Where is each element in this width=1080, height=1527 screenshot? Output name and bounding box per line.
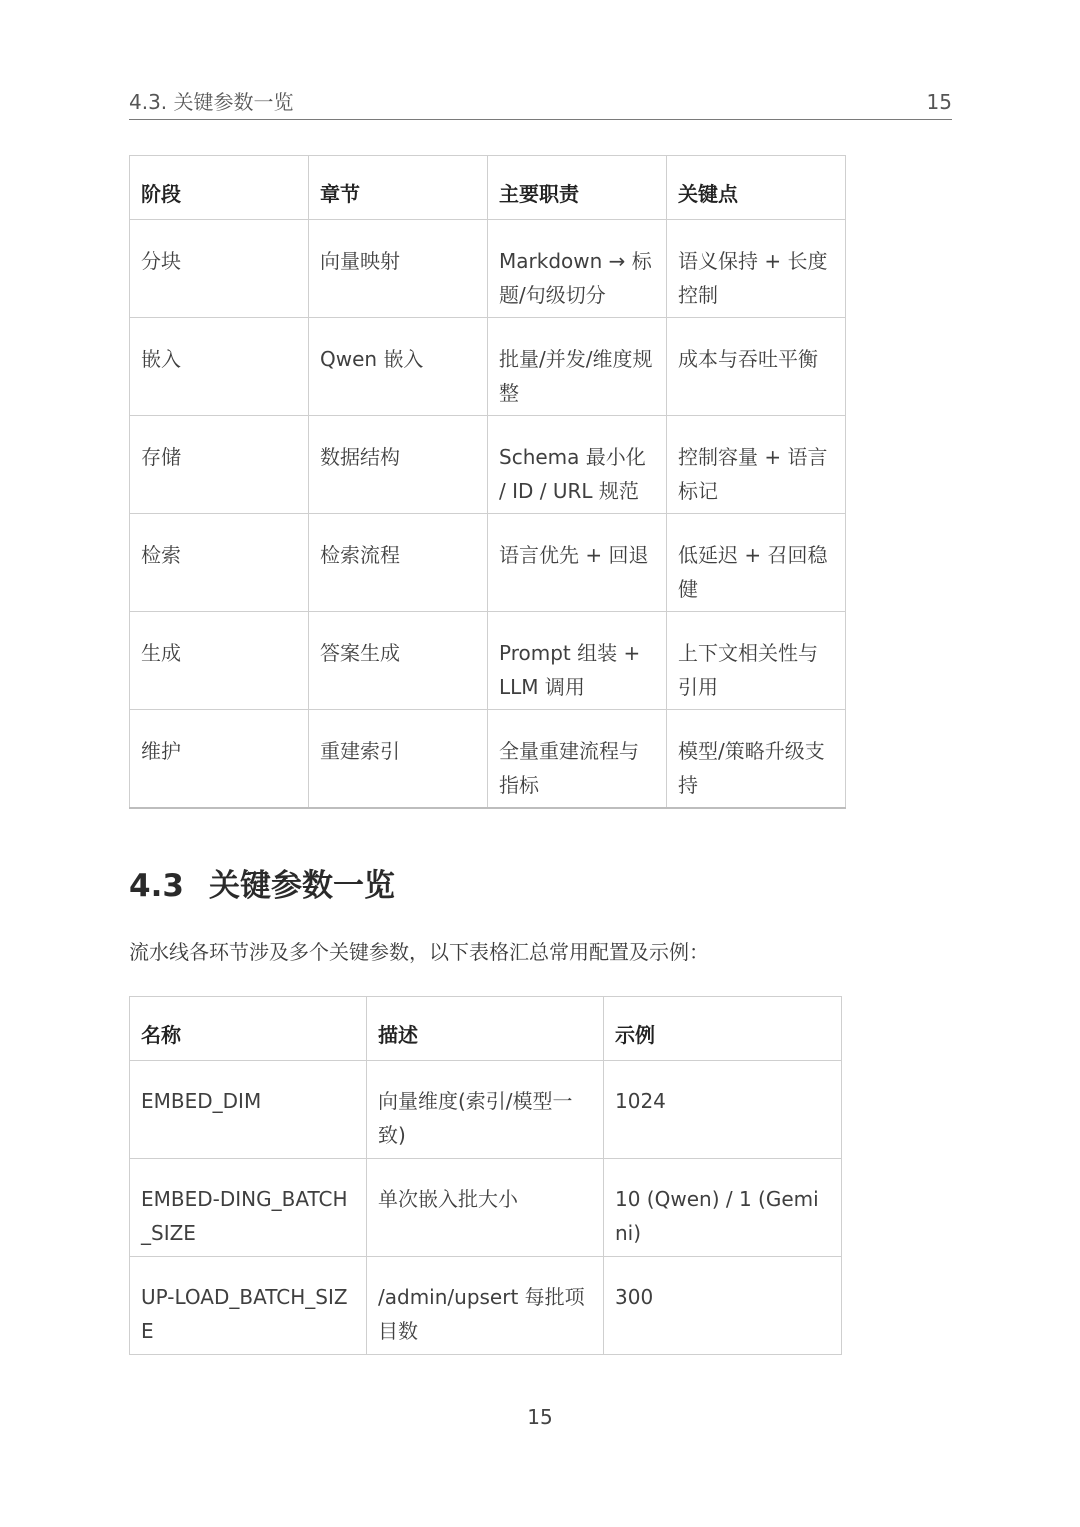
table-cell: 300 — [604, 1257, 842, 1355]
table-row — [130, 220, 846, 318]
table-row — [130, 318, 846, 416]
table-cell: 生成 — [130, 612, 309, 710]
table-cell: 检索流程 — [309, 514, 488, 612]
table-cell: 分块 — [130, 220, 309, 318]
column-header: 阶段 — [130, 156, 309, 220]
table-row — [130, 612, 846, 710]
table-cell: 重建索引 — [309, 710, 488, 808]
table-cell: Prompt 组装 + LLM 调用 — [488, 612, 667, 710]
param-table — [129, 996, 842, 1355]
column-header: 描述 — [367, 997, 604, 1061]
table-header-row — [130, 156, 846, 220]
table-cell: 批量/并发/维度规整 — [488, 318, 667, 416]
header-section-title: 4.3. 关键参数一览 — [129, 90, 294, 114]
intro-paragraph: 流水线各环节涉及多个关键参数，以下表格汇总常用配置及示例： — [129, 940, 709, 964]
column-header: 章节 — [309, 156, 488, 220]
table-row — [130, 416, 846, 514]
header-page-number: 15 — [926, 90, 952, 114]
table-cell: 10 (Qwen) / 1 (Gemini) — [604, 1159, 842, 1257]
table-cell: 检索 — [130, 514, 309, 612]
table-cell: 低延迟 + 召回稳健 — [667, 514, 846, 612]
table-cell: 单次嵌入批大小 — [367, 1159, 604, 1257]
table-cell: 答案生成 — [309, 612, 488, 710]
column-header: 主要职责 — [488, 156, 667, 220]
table-row — [130, 514, 846, 612]
table-cell: 向量维度(索引/模型一致) — [367, 1061, 604, 1159]
table-cell: 全量重建流程与指标 — [488, 710, 667, 808]
footer-page-number: 15 — [527, 1405, 553, 1429]
table-cell: EMBED-DING_BATCH_SIZE — [130, 1159, 367, 1257]
table-row — [130, 1159, 842, 1257]
column-header: 关键点 — [667, 156, 846, 220]
table-row — [130, 710, 846, 808]
table-cell: 模型/策略升级支持 — [667, 710, 846, 808]
table-cell: 上下文相关性与引用 — [667, 612, 846, 710]
column-header: 名称 — [130, 997, 367, 1061]
section-number: 4.3 — [129, 868, 184, 904]
table-cell: 向量映射 — [309, 220, 488, 318]
table-cell: 维护 — [130, 710, 309, 808]
section-heading — [129, 862, 395, 910]
column-header: 示例 — [604, 997, 842, 1061]
table-cell: Markdown → 标题/句级切分 — [488, 220, 667, 318]
table-cell: 控制容量 + 语言标记 — [667, 416, 846, 514]
table-cell: EMBED_DIM — [130, 1061, 367, 1159]
section-title: 关键参数一览 — [209, 868, 395, 904]
table-cell: /admin/upsert 每批项目数 — [367, 1257, 604, 1355]
table-cell: 语义保持 + 长度控制 — [667, 220, 846, 318]
table-header-row — [130, 997, 842, 1061]
stage-table — [129, 155, 846, 809]
table-cell: Schema 最小化 / ID / URL 规范 — [488, 416, 667, 514]
table-cell: 1024 — [604, 1061, 842, 1159]
table-cell: 数据结构 — [309, 416, 488, 514]
table-cell: UP-LOAD_BATCH_SIZE — [130, 1257, 367, 1355]
table-cell: 语言优先 + 回退 — [488, 514, 667, 612]
table-row — [130, 1061, 842, 1159]
running-header — [129, 86, 952, 120]
table-cell: Qwen 嵌入 — [309, 318, 488, 416]
table-cell: 嵌入 — [130, 318, 309, 416]
table-row — [130, 1257, 842, 1355]
table-cell: 成本与吞吐平衡 — [667, 318, 846, 416]
table-cell: 存储 — [130, 416, 309, 514]
